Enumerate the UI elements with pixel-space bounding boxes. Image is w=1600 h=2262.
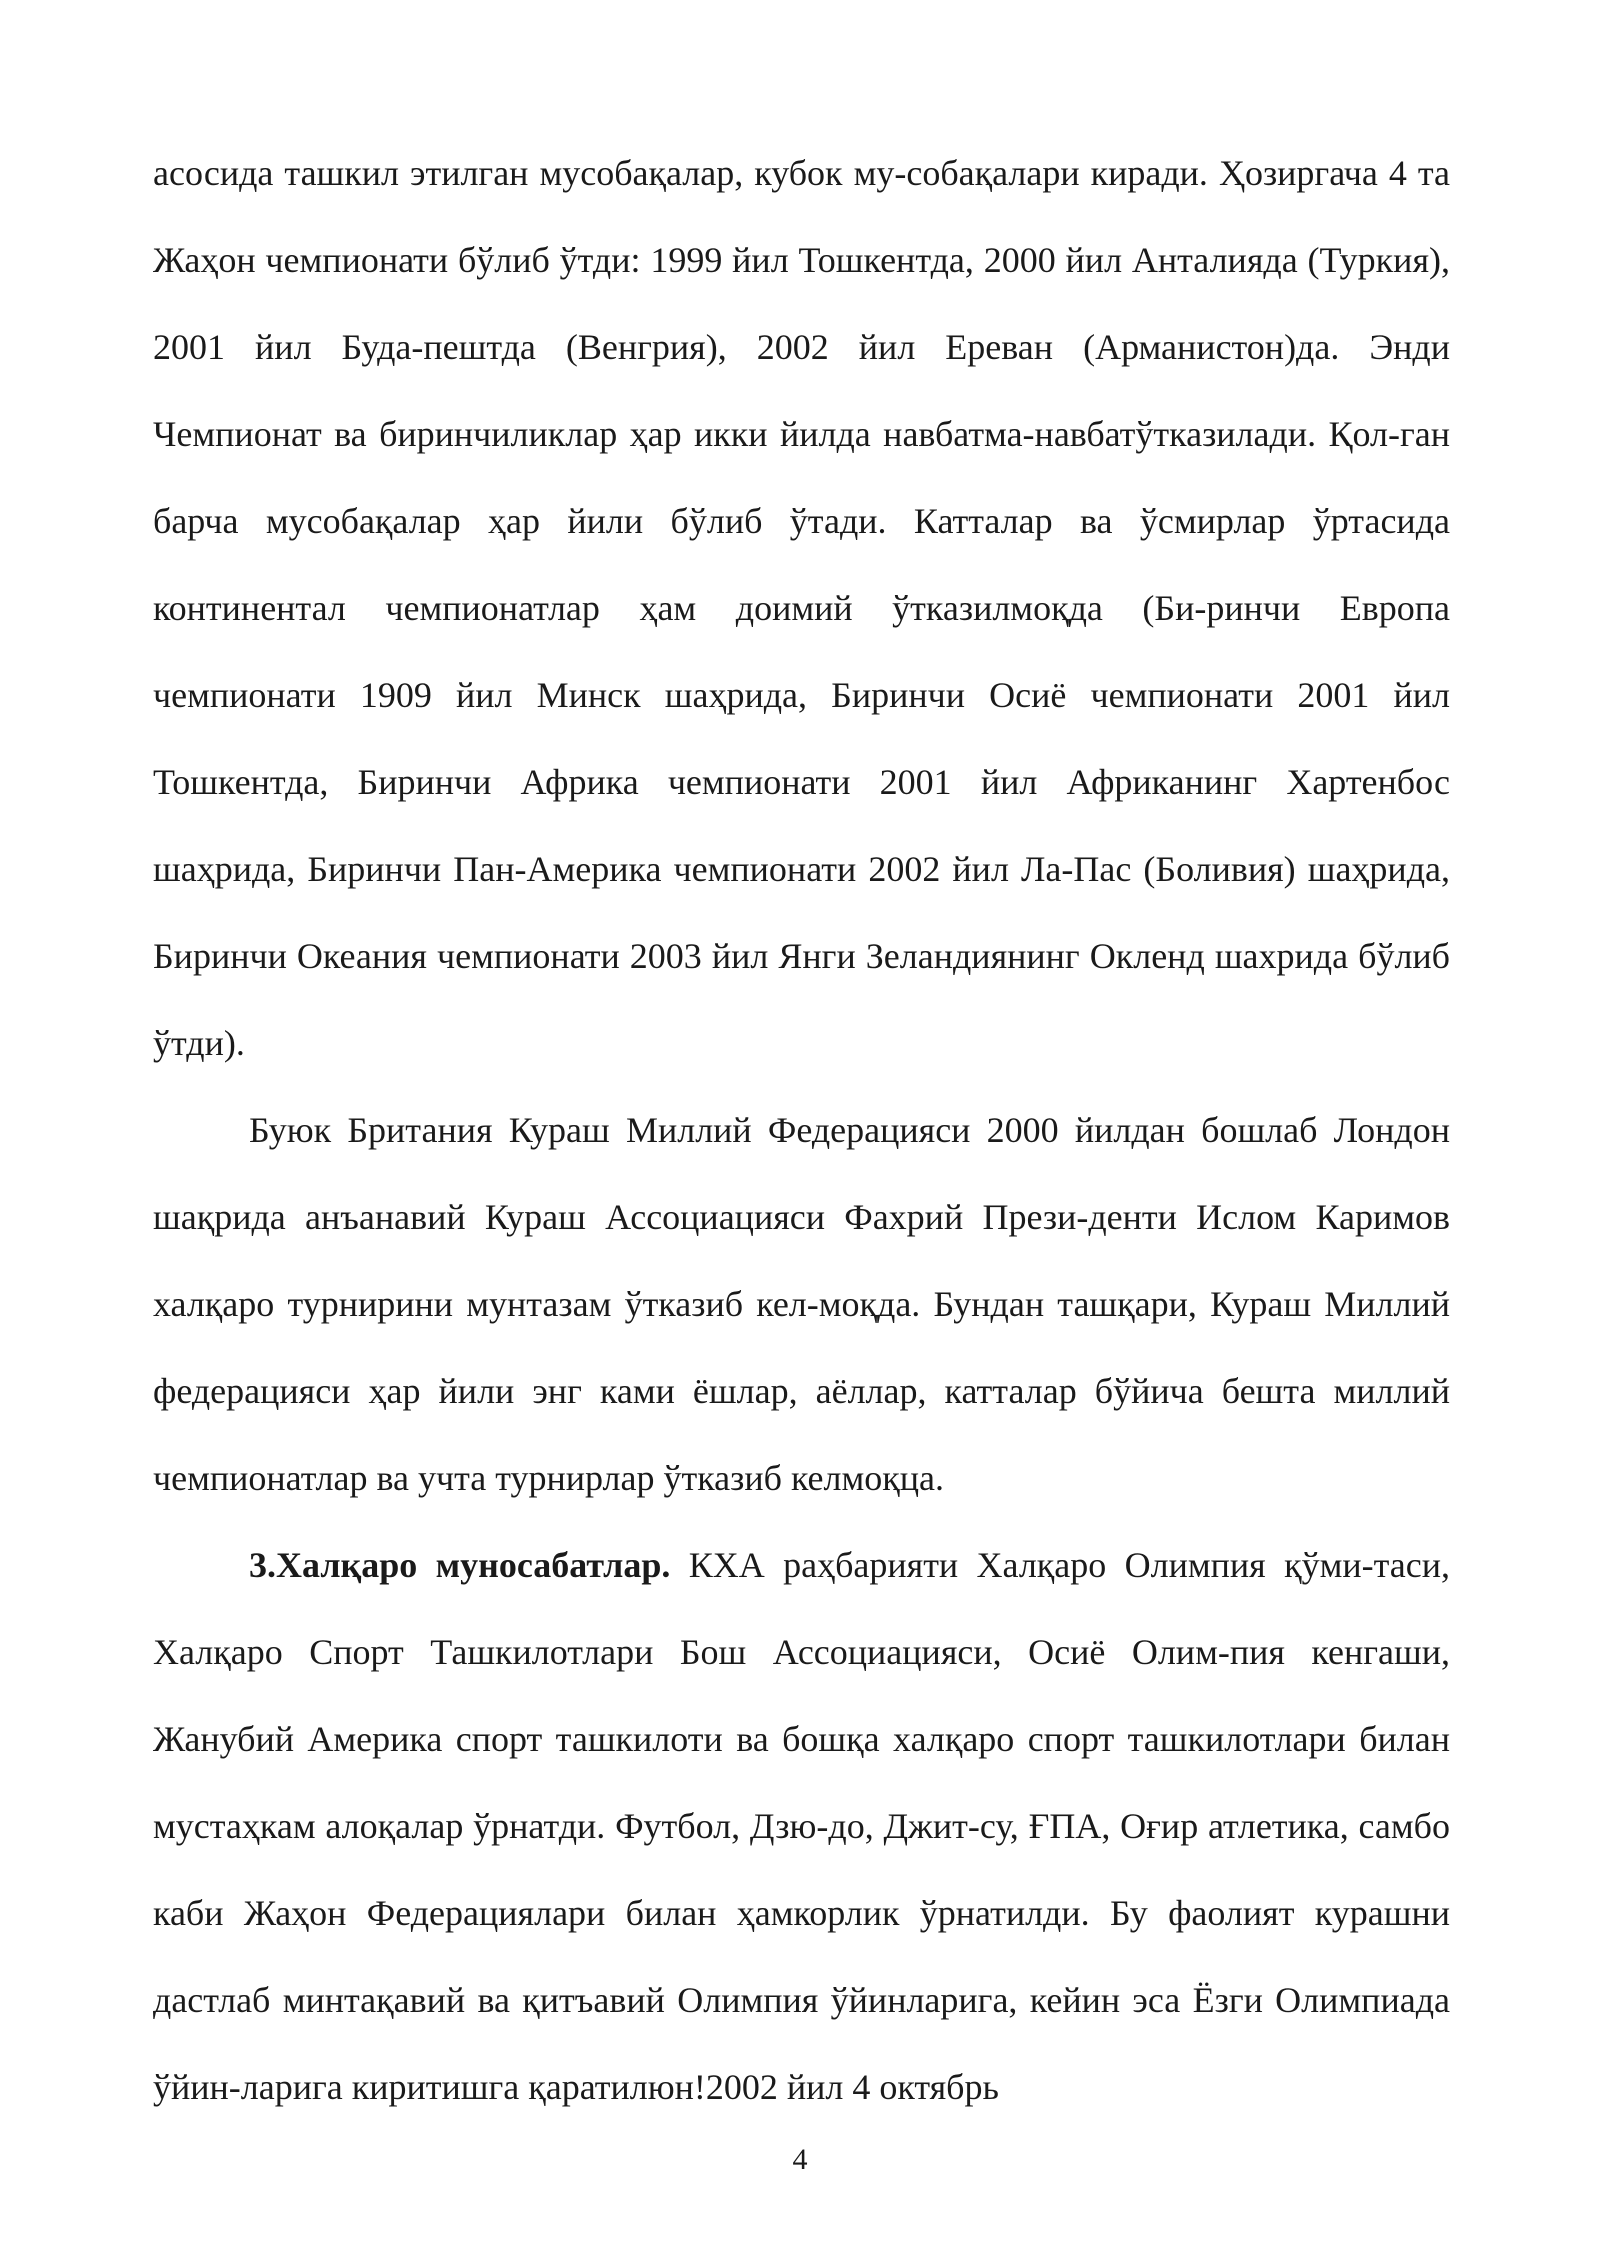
page-number: 4 [792, 2143, 808, 2176]
document-body [153, 130, 1450, 2131]
paragraph-international-relations-text: КХА раҳбарияти Халқаро Олимпия қўми-таси, Халқаро Спорт Ташкилотлари Бош Ассоциацияси, Осиё Олим-пия кенгаши, Жанубий Америка спорт ташкилоти ва бошқа халқаро спорт ташкилотлари билан мустаҳкам алоқалар ўрнатди. Футбол, Дзю-до, Джит-су, ҒПА, Оғир атлетика, самбо каби Жаҳон Федерациялари билан ҳамкорлик ўрнатилди. Бу фаолият курашни дастлаб минтақавий ва қитъавий Олимпия ўйинларига, кейин эса Ёзги Олимпиада ўйин-ларига киритишга қаратилюн!2002 йил 4 октябрь [153, 1545, 1450, 2107]
paragraph-british-federation: Буюк Британия Кураш Миллий Федерацияси 2000 йилдан бошлаб Лондон шақрида анъанавий Кураш Ассоциацияси Фахрий Прези-денти Ислом Каримов халқаро турнирини мунтазам ўтказиб кел-моқда. Бундан ташқари, Кураш Миллий федерацияси ҳар йили энг ками ёшлар, аёллар, катталар бўйича бешта миллий чемпионатлар ва учта турнирлар ўтказиб келмоқца. [153, 1110, 1450, 1498]
paragraph-international-relations [153, 1522, 1450, 2131]
section-heading-international-relations: 3.Халқаро муносабатлар. [249, 1545, 671, 1585]
paragraph-competitions: асосида ташкил этилган мусобақалар, кубок му-собақалари киради. Ҳозиргача 4 та Жаҳон чемпионати бўлиб ўтди: 1999 йил Тошкентда, 2000 йил Анталияда (Туркия), 2001 йил Буда-пештда (Венгрия), 2002 йил Ереван (Арманистон)да. Энди Чемпионат ва биринчиликлар ҳар икки йилда навбатма-навбатўтказилади. Қол-ган барча мусобақалар ҳар йили бўлиб ўтади. Катталар ва ўсмирлар ўртасида континентал чемпионатлар ҳам доимий ўтказилмоқда (Би-ринчи Европа чемпионати 1909 йил Минск шаҳрида, Биринчи Осиё чемпионати 2001 йил Тошкентда, Биринчи Африка чемпионати 2001 йил Африканинг Хартенбос шаҳрида, Биринчи Пан-Америка чемпионати 2002 йил Ла-Пас (Боливия) шаҳрида, Биринчи Океания чемпионати 2003 йил Янги Зеландиянинг Окленд шахрида бўлиб ўтди). [153, 153, 1450, 1063]
